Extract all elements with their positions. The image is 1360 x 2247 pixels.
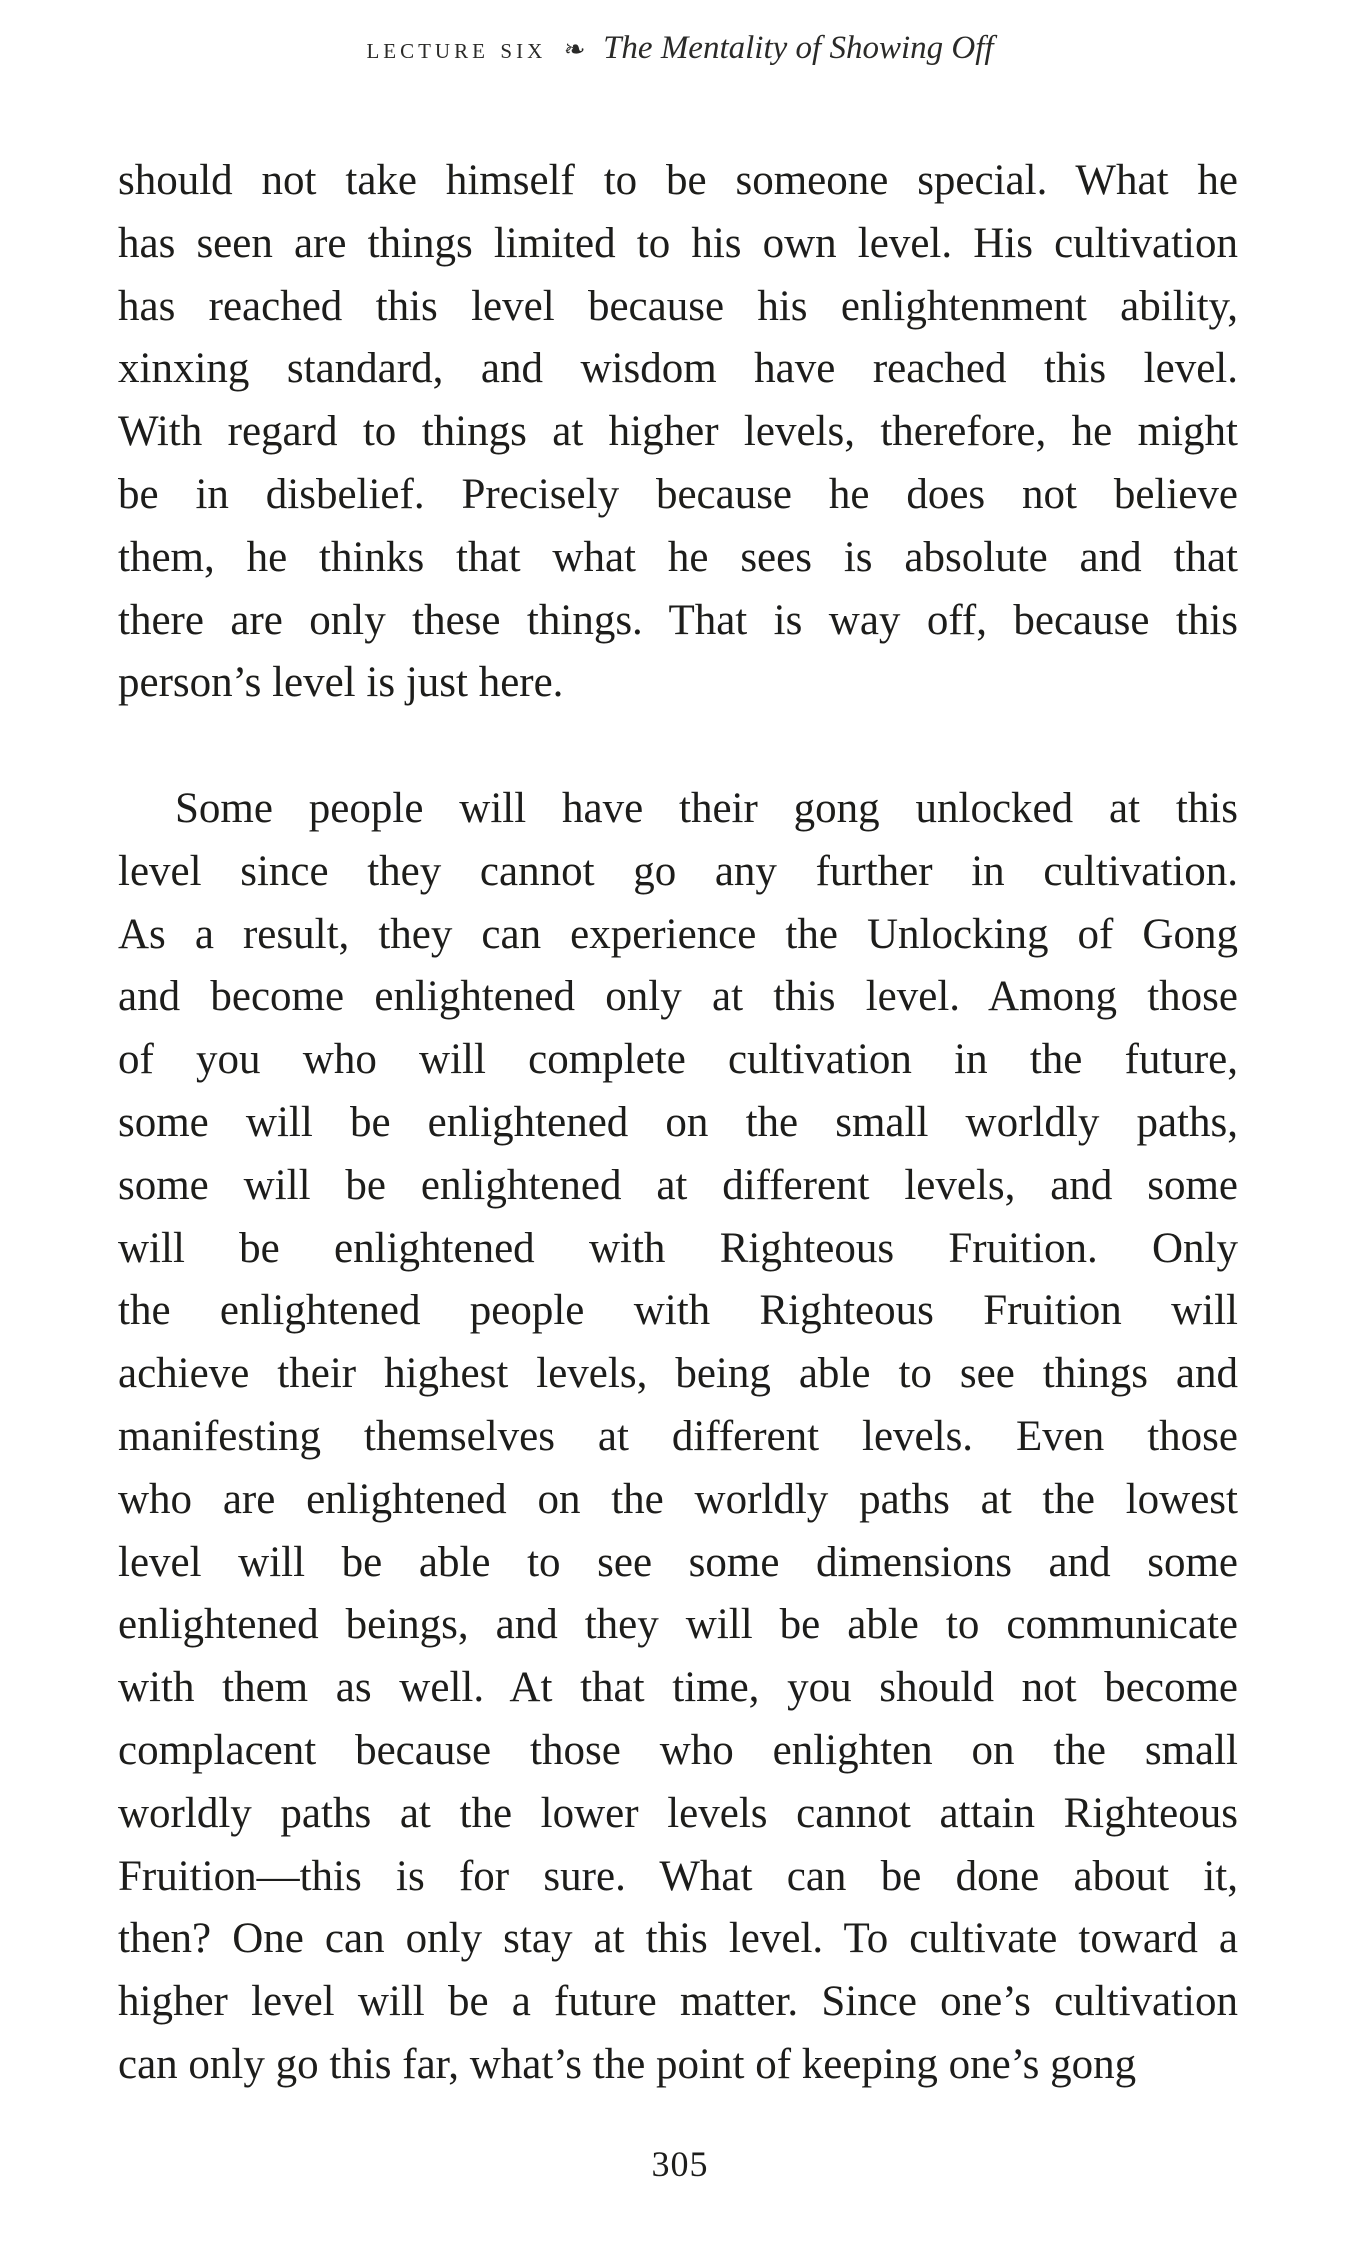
running-head xyxy=(0,28,1360,70)
text-line: level since they cannot go any further in cultivation. xyxy=(118,847,1238,895)
text-line: With regard to things at higher levels, therefore, he might xyxy=(118,408,1238,456)
fleuron-ornament-icon: ❧ xyxy=(563,35,586,64)
text-line: has reached this level because his enlightenment ability, xyxy=(118,282,1238,330)
text-line: can only go this far, what’s the point of keeping one’s gong xyxy=(118,2040,1137,2088)
text-line: be in disbelief. Precisely because he does not believe xyxy=(118,470,1238,518)
text-line: Some people will have their gong unlocked at this xyxy=(175,784,1238,832)
paragraph xyxy=(118,150,1238,715)
text-line: some will be enlightened at different levels, and some xyxy=(118,1161,1238,1209)
text-line: of you who will complete cultivation in the future, xyxy=(118,1036,1238,1084)
text-line: who are enlightened on the worldly paths at the lowest xyxy=(118,1475,1238,1523)
text-line: should not take himself to be someone special. What he xyxy=(118,157,1238,204)
text-line: higher level will be a future matter. Since one’s cultivation xyxy=(118,1978,1238,2026)
text-line: there are only these things. That is way off, because this xyxy=(118,596,1238,644)
text-line: will be enlightened with Righteous Fruition. Only xyxy=(118,1224,1238,1272)
text-line: them, he thinks that what he sees is absolute and that xyxy=(118,533,1238,581)
text-line: worldly paths at the lower levels cannot attain Righteous xyxy=(118,1789,1238,1837)
running-head-lecture: lecture six xyxy=(366,32,547,65)
text-line: level will be able to see some dimensions and some xyxy=(118,1538,1238,1586)
text-line: achieve their highest levels, being able to see things and xyxy=(118,1350,1238,1398)
text-line: the enlightened people with Righteous Fruition will xyxy=(118,1287,1238,1335)
running-head-title: The Mentality of Showing Off xyxy=(603,30,994,66)
text-line: with them as well. At that time, you should not become xyxy=(118,1664,1238,1712)
body-text xyxy=(118,150,1238,2097)
text-line: Fruition—this is for sure. What can be done about it, xyxy=(118,1852,1238,1900)
text-line: person’s level is just here. xyxy=(118,659,564,707)
text-line: complacent because those who enlighten on the small xyxy=(118,1726,1238,1774)
text-line: As a result, they can experience the Unlocking of Gong xyxy=(118,910,1238,958)
text-line: enlightened beings, and they will be able to communicate xyxy=(118,1601,1238,1649)
text-line: some will be enlightened on the small worldly paths, xyxy=(118,1098,1238,1146)
text-line: then? One can only stay at this level. To cultivate toward a xyxy=(118,1915,1238,1963)
text-line: manifesting themselves at different levels. Even those xyxy=(118,1412,1238,1460)
text-line: xinxing standard, and wisdom have reached this level. xyxy=(118,345,1238,393)
paragraph xyxy=(118,778,1238,2097)
page-number: 305 xyxy=(651,2144,709,2184)
text-line: and become enlightened only at this level. Among those xyxy=(118,973,1238,1021)
text-line: has seen are things limited to his own level. His cultivation xyxy=(118,219,1238,267)
paragraph-gap xyxy=(118,715,1238,778)
